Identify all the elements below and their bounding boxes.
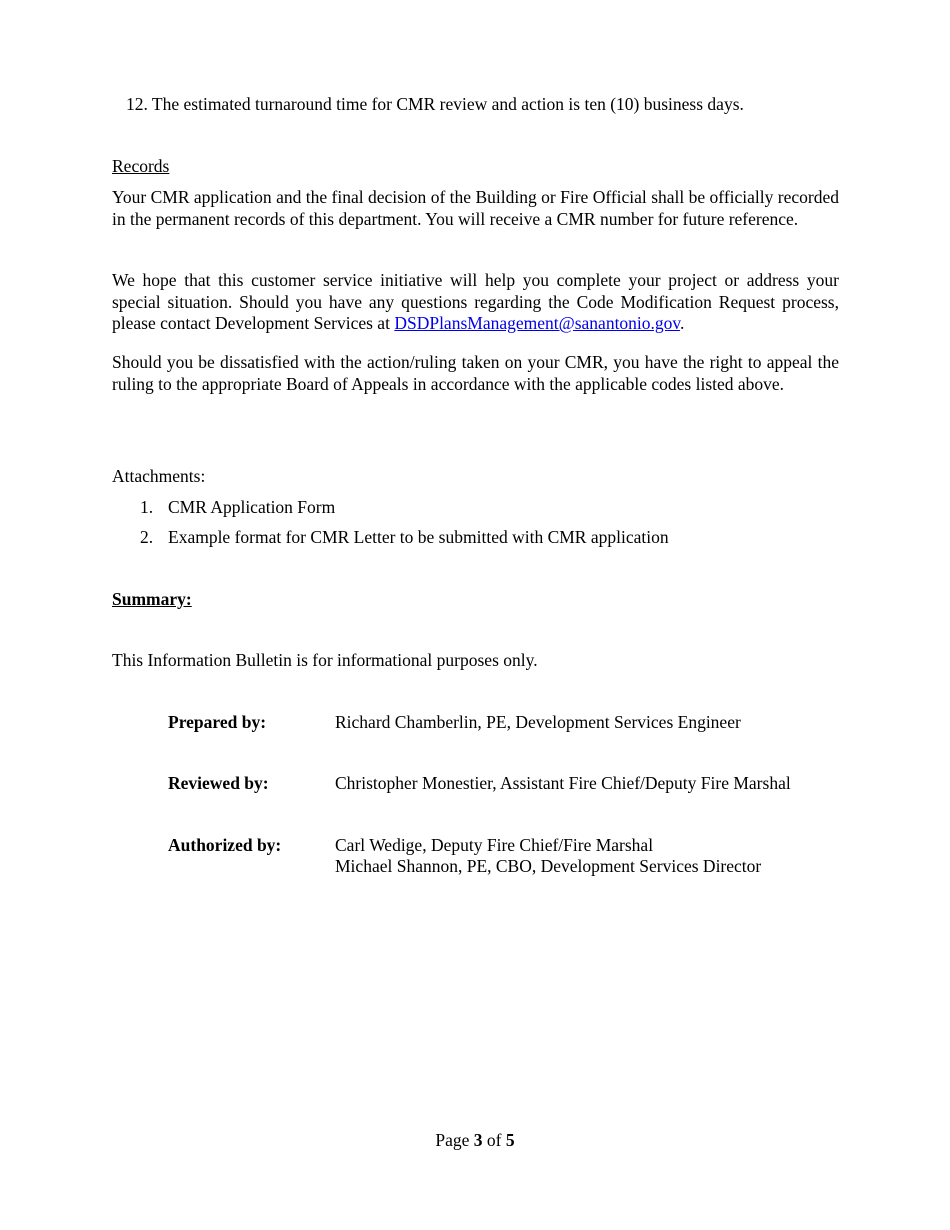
authorized-by-value-2: Michael Shannon, PE, CBO, Development Services Director: [335, 856, 762, 876]
attachments-label: Attachments:: [112, 466, 206, 486]
contact-paragraph: [112, 270, 839, 335]
records-heading: Records: [112, 156, 170, 176]
page-of-label: of: [482, 1130, 506, 1150]
page-prefix: Page: [435, 1130, 474, 1150]
contact-email-link[interactable]: DSDPlansManagement@sanantonio.gov: [394, 313, 681, 333]
prepared-by-label: Prepared by:: [168, 712, 267, 732]
authorized-by-value-1: Carl Wedige, Deputy Fire Chief/Fire Marshal: [335, 835, 654, 855]
attachment-text: Example format for CMR Letter to be submitted with CMR application: [168, 527, 669, 547]
summary-heading: Summary:: [112, 589, 192, 609]
reviewed-by-value: Christopher Monestier, Assistant Fire Chief/Deputy Fire Marshal: [335, 773, 791, 793]
page-footer: [0, 1130, 950, 1152]
reviewed-by-label: Reviewed by:: [168, 773, 269, 793]
attachment-text: CMR Application Form: [168, 497, 336, 517]
contact-paragraph-end: .: [680, 313, 685, 333]
attachment-number: 2.: [140, 527, 154, 547]
summary-text: This Information Bulletin is for informational purposes only.: [112, 650, 538, 670]
attachment-item: [140, 497, 840, 519]
appeal-paragraph: Should you be dissatisfied with the action/ruling taken on your CMR, you have the right to appeal the ruling to the appropriate Board of Appeals in accordance with the applicable codes listed above.: [112, 352, 839, 394]
total-pages-number: 5: [505, 1130, 515, 1150]
attachment-number: 1.: [140, 497, 154, 517]
records-paragraph: Your CMR application and the final decision of the Building or Fire Official shall be officially recorded in the permanent records of this department. You will receive a CMR number for future reference.: [112, 187, 839, 229]
authorized-by-label: Authorized by:: [168, 835, 282, 855]
contact-paragraph-text: We hope that this customer service initiative will help you complete your project or address your special situation. Should you have any questions regarding the Code Modification Request process, please contact Development Services at: [112, 270, 839, 333]
list-item-12: 12. The estimated turnaround time for CMR review and action is ten (10) business days.: [126, 94, 744, 114]
attachment-item: [140, 527, 840, 549]
current-page-number: 3: [473, 1130, 483, 1150]
prepared-by-value: Richard Chamberlin, PE, Development Services Engineer: [335, 712, 741, 732]
